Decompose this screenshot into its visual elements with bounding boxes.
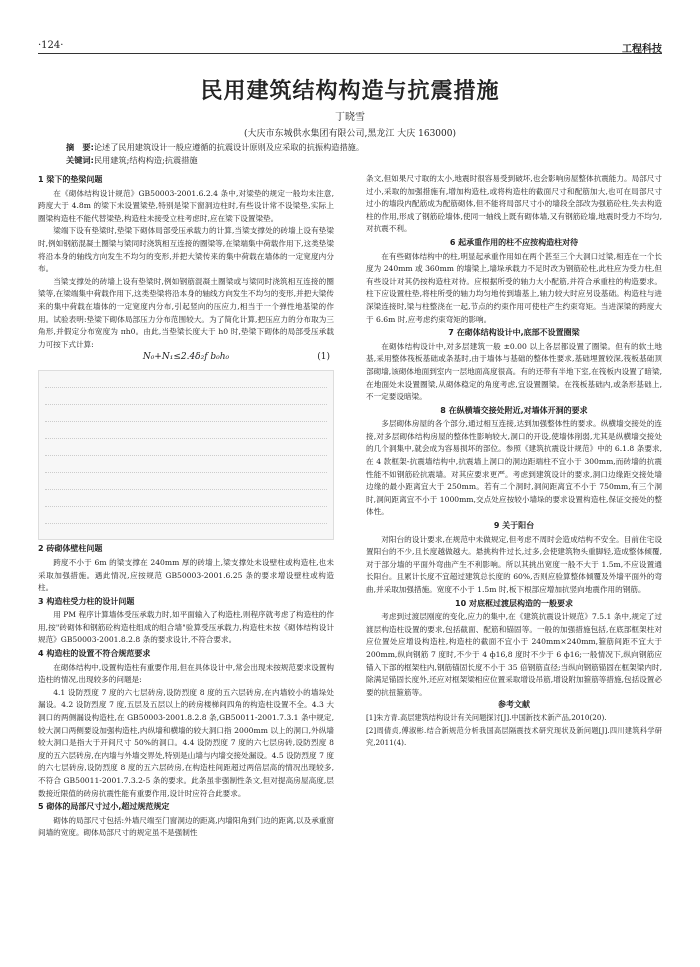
abstract-text: 论述了民用建筑设计一般应遵循的抗震设计原则及应采取的抗振构造措施。 bbox=[93, 142, 365, 152]
equation-body: N₀+N₁≤2.4δ₂f b₀h₀ bbox=[142, 352, 230, 363]
paragraph: 跨度不小于 6m 的梁支撑在 240mm 厚的砖墙上,梁支撑处未设壁柱或构造柱,也未采取加强措施。遇此情况,应按规范 GB50003-2001.6.25 条的要求增设壁柱或构造柱。 bbox=[38, 557, 334, 593]
paragraph: 用 PM 程序计算墙体受压承载力时,如平面输入了构造柱,则程序就考虑了构造柱的作用,按"砖砌体和钢筋砼构造柱组成的组合墙"验算受压承载力,构造柱未按《砌体结构设计规范》GB50003-2001.8.2.8 条的要求设计,不符合要求。 bbox=[38, 610, 334, 645]
paragraph: 当梁支撑处的砖墙上设有垫梁时,例如钢筋混凝土圈梁或与梁同时浇筑相互连接的圈梁等,在梁端集中荷载作用下,这类垫梁将沿本身的轴线方向发生不均匀的变形,并把大梁传来的集中荷载在墙体的一定宽度内分布,引起竖向的压应力,相当于一个弹性地基梁的作用。试验表明:垫梁下砌体局部压力分布范围较大。为了简化计算,把压应力的分布取为三角形,并假定分布宽度为 πh0。由此,当垫梁长度大于 h0 时,垫梁下砌体的局部受压承载力可按下式计算: bbox=[38, 276, 334, 349]
left-column bbox=[38, 173, 334, 943]
keywords-text: 民用建筑;结构构造;抗震措施 bbox=[93, 155, 198, 165]
right-column bbox=[366, 173, 662, 933]
journal-section-name: 工程科技 bbox=[622, 44, 662, 55]
section-heading: 8 在纵横墙交接处附近,对墙体开洞的要求 bbox=[440, 405, 588, 415]
author-affiliation: (大庆市东城供水集团有限公司,黑龙江 大庆 163000) bbox=[244, 129, 456, 139]
section-heading: 10 对底框过渡层构造的一般要求 bbox=[455, 598, 573, 608]
page-number: ·124· bbox=[38, 40, 64, 51]
keywords bbox=[66, 154, 636, 167]
paragraph: 在砌体结构中,设置构造柱有重要作用,但在具体设计中,常会出现未按规范要求设置构造柱的情况,出现较多的问题是: bbox=[38, 662, 334, 685]
author-name: 丁晓雪 bbox=[335, 112, 365, 123]
section-heading: 3 构造柱受力柱的设计问题 bbox=[38, 596, 135, 606]
paragraph: 在砌体结构设计中,对多层建筑一般 ±0.00 以上各层都设置了圈梁。但有的软土地基,采用整体筏板基础或条基时,由于墙体与基础的整体性要求,基础埋置较深,筏板基础顶部砌墙,该砌体地面到室内一层地面高度很高。有的还带有半地下室,在筏板内设置了暗梁,在地面处未设置圈梁,从砌体稳定的角度考虑,宜设置圈梁。在筏板基础内,或条形基础上,不一定要设暗梁。 bbox=[366, 341, 662, 402]
paragraph: 多层砌体房屋的各个部分,通过相互连接,达到加强整体性的要求。纵横墙交接处的连接,对多层砌体结构房屋的整体性影响较大,洞口的开设,使墙体削弱,尤其是纵横墙交接处的几个洞集中,就会成为容易损坏的部位。参照《建筑抗震设计规范》中的 6.1.8 条要求,在 4 款框架-抗震墙结构中,抗震墙上洞口的洞边距端柱不宜小于 300mm,而砖墙的抗震性能不如钢筋砼抗震墙。对其应要求更严。考虑到建筑设计的要求,洞口边缘距交接处墙边缘的最小距离宜大于 250mm。若有二个洞时,洞间距离宜不小于 750mm,有三个洞时,洞间距离宜不小于 1000mm,交点处应按较小墙垛的要求设置构造柱,保证交接处的整体性。 bbox=[366, 419, 662, 517]
keywords-label: 关键词: bbox=[66, 155, 94, 165]
section-heading: 5 砌体的局部尺寸过小,超过规范规定 bbox=[38, 802, 170, 812]
paragraph: 对阳台的设计要求,在规范中未做规定,但考虑不周时会造成结构不安全。目前住宅设置阳台的不少,且长度越做越大。悬挑构件过长,过多,会使建筑物头重脚轻,造成整体倾覆,对于部分墙的平面外弯曲产生不利影响。所以其挑出宽度一般不大于 1.5m,不应设置通长阳台。且累计长度不宜超过建筑总长度的 60%,否则应验算整体倾覆及外墙平面外的弯曲,并采取加强措施。宽度不小于 1.5m 时,板下根部应增加抗竖向地震作用的钢筋。 bbox=[366, 534, 662, 594]
reference-item: [2]周倩贞,傅淑彬.结合新规范分析我国高层隔震技术研究现状及新问题[J].四川建筑科学研究,2011(4). bbox=[366, 725, 662, 748]
equation-number: (1) bbox=[317, 352, 330, 363]
section-heading: 2 砖砌体壁柱问题 bbox=[38, 544, 103, 554]
formula-explanation-image bbox=[38, 370, 334, 540]
section-heading: 6 起承重作用的柱不应按构造柱对待 bbox=[449, 237, 579, 247]
paragraph: 在有些砌体结构中的柱,明显起承重作用如在两个甚至三个大洞口过梁,相连在一个长度为 240mm 或 360mm 的墙梁上,墙垛承载力不足时改为钢筋砼柱,此柱应为受力柱,但有些设计对其仍按构造柱对待。应根据所受的轴力大小配筋,并符合承重柱的构造要求。柱下应设置柱垫,将柱所受的轴力均匀地传到墙基上,轴力较大时应另设基础。构造柱与进深梁连接时,梁与柱整浇在一起,节点的约束作用可使柱产生约束弯矩。当进深梁的跨度大于 6.6m 时,应考虑约束弯矩的影响。 bbox=[366, 251, 662, 324]
references-heading: 参考文献 bbox=[498, 700, 530, 710]
equation bbox=[38, 351, 334, 367]
paragraph: 在《砌体结构设计规范》GB50003-2001.6.2.4 条中,对梁垫的规定一般均未注意,跨度大于 4.8m 的梁下未设置梁垫,特别是梁下窗洞边柱时,有些设计常不设梁垫,实际上圈梁构造柱不能代替梁垫,构造柱未接受立柱考虑时,应在梁下设置梁垫。 bbox=[38, 188, 334, 223]
paragraph: 考虑到过渡层刚度的变化,应力的集中,在《建筑抗震设计规范》7.5.1 条中,规定了过渡层构造柱设置的要求,包括截面、配筋和锚固等。一般的加强措施包括,在底部框架柱对应位置处应增设构造柱,构造柱的截面不宜小于 240mm×240mm,箍筋间距不宜大于 200mm,纵向钢筋 7 度时,不少于 4 ф16,8 度时不少于 6 ф16;一般情况下,纵向钢筋应锚入下部的框架柱内,钢筋锚固长度不小于 35 倍钢筋直径;当纵向钢筋锚固在框架梁内时,除满足锚固长度外,还应对框架梁相应位置采取增设吊筋,增设附加箍筋等措施,包括设置必要的抗扭箍筋等。 bbox=[366, 612, 662, 697]
references bbox=[366, 699, 662, 749]
abstract-block bbox=[66, 141, 636, 167]
section-heading: 7 在砌体结构设计中,底部不设置圈梁 bbox=[448, 328, 580, 338]
paragraph: 条文,但如果尺寸取的太小,地震时很容易受到破坏,也会影响房屋整体抗震能力。局部尺寸过小,采取的加强措施有,增加构造柱,或将构造柱的截面尺寸和配筋加大,也可在局部尺寸过小的墙段内配筋成为配筋砌体,但不能将局部尺寸小的墙段全部改为强筋砼柱,失去构造柱的作用,形成了钢筋砼墙体,使同一轴线上既有砌体墙,又有钢筋砼墙,地震时受力不均匀,对抗震不利。 bbox=[366, 174, 662, 234]
reference-item: [1]朱方青.高层建筑结构设计有关问题探讨[J].中国新技术新产品,2010(20). bbox=[366, 712, 607, 722]
section-heading: 4 构造柱的设置不符合规范要求 bbox=[38, 649, 151, 659]
section-heading: 9 关于阳台 bbox=[493, 521, 535, 531]
paragraph: 梁端下设有垫梁时,垫梁下砌体局部受压承载力的计算,当梁支撑处的砖墙上设有垫梁时,例如钢筋混凝土圈梁与梁同时浇筑相互连接的圈梁等,在梁端集中荷载作用下,这类垫梁将沿本身的轴线方向发生不均匀的变形,并把大梁传来的集中荷载在墙体的一定宽度内分布。 bbox=[38, 226, 334, 274]
page-header bbox=[38, 40, 662, 54]
paper-title: 民用建筑结构构造与抗震措施 bbox=[200, 79, 500, 104]
abstract bbox=[66, 141, 636, 154]
paragraph: 砌体的局部尺寸包括:外墙尺端至门窗洞边的距离,内墙阳角到门边的距离,以及承重窗间墙的宽度。砌体局部尺寸的规定虽不是强制性 bbox=[38, 815, 334, 838]
section-heading: 1 梁下的垫梁问题 bbox=[38, 175, 103, 184]
abstract-label: 摘 要: bbox=[66, 142, 94, 152]
paragraph: 4.1 设防烈度 7 度的六七层砖房,设防烈度 8 度的五六层砖房,在内墙较小的墙垛处漏设。4.2 设防烈度 7 度,五层及五层以上的砖房楼梯间四角的构造柱设置不全。4.3 大洞口的两侧漏设构造柱,在 GB50003-2001.8.2.8 条,GB50011-2001.7.3.1 条中规定,较大洞口两侧要设加强构造柱,内纵墙和横墙的较大洞口指 2000mm 以上的洞口,外纵墙较大洞口是指大于开间尺寸 50%的洞口。4.4 设防烈度 7 度的六七层房砖,设防烈度 8 度的五六层砖房,在内墙与外墙交界处,特别是山墙与内墙交接处漏设。4.5 设防烈度 7 度的六七层砖房,设防烈度 8 度的五六层砖房,在构造柱间距超过两倍层高的情况出现较多,不符合 GB50011-2001.7.3.2-5 条的要求。此条虽非强制性条文,但对提高房屋高度,层数接近限值的砖房抗震性能有重要作用,设计时应符合此要求。 bbox=[38, 687, 334, 798]
